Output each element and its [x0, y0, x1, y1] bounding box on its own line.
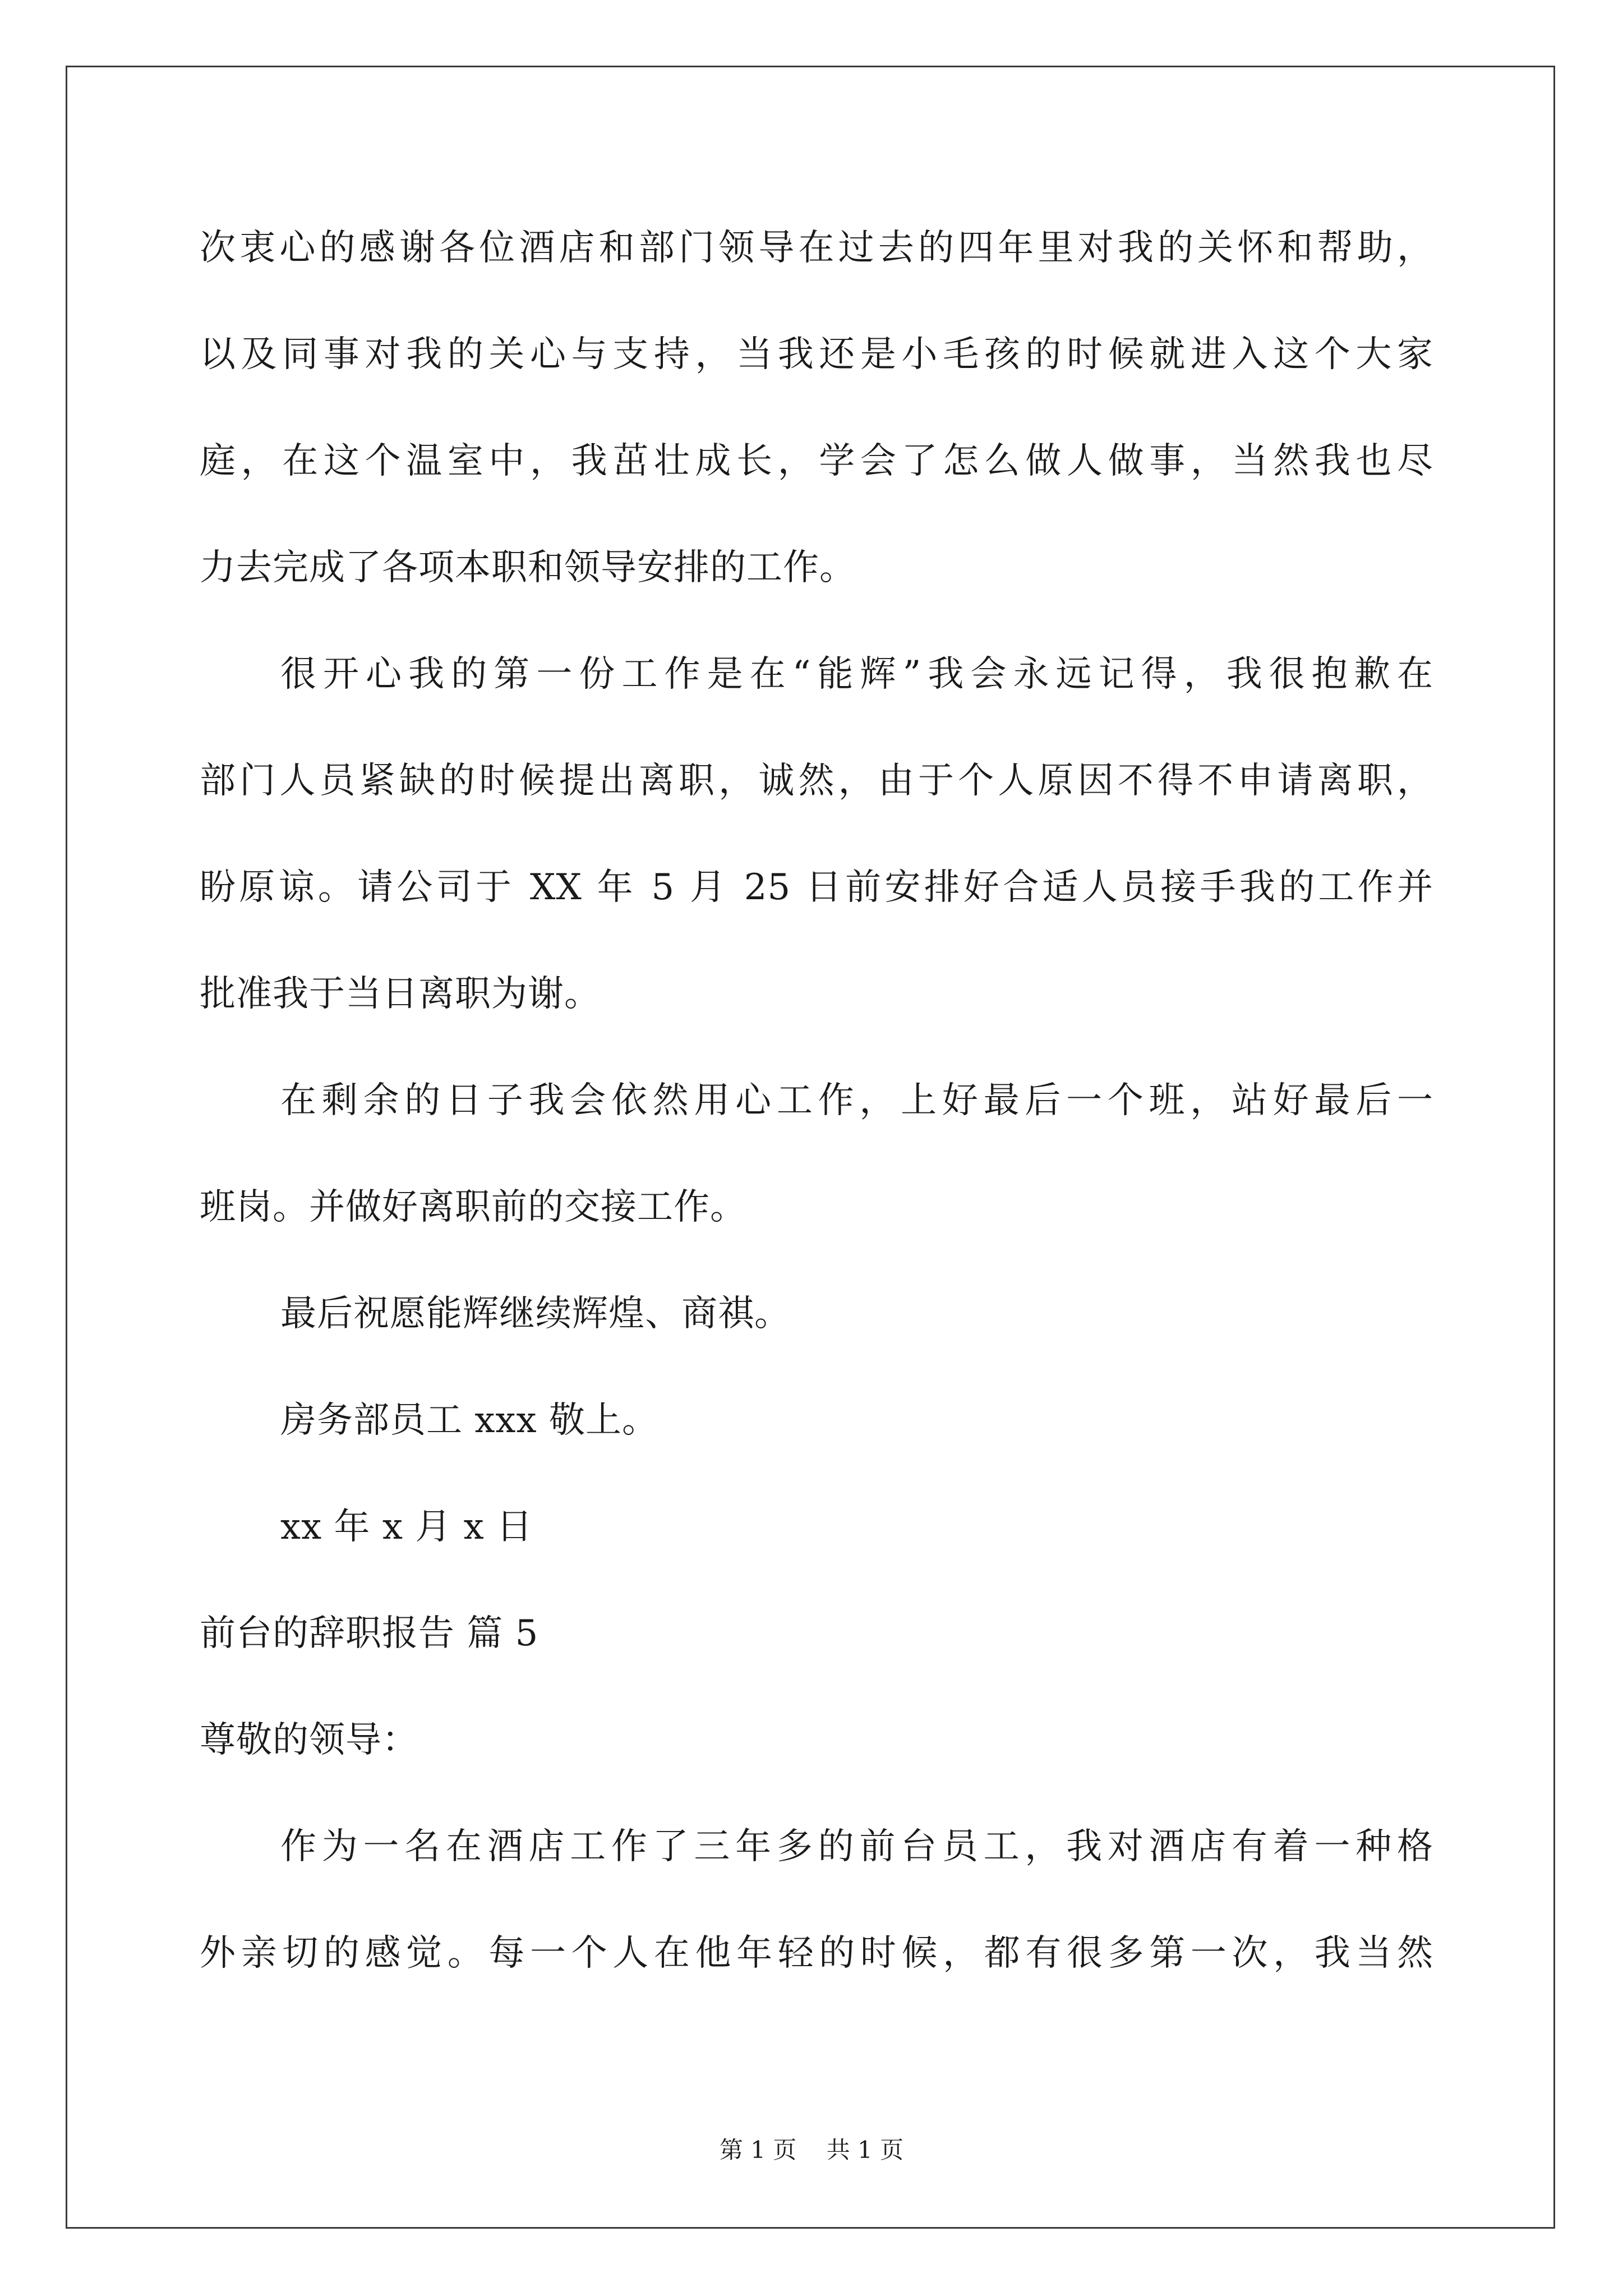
text-line: 庭，在这个温室中，我茁壮成长，学会了怎么做人做事，当然我也尽: [200, 440, 1433, 482]
section-heading: 前台的辞职报告 篇 5: [200, 1613, 539, 1654]
paragraph-first-line: 很开心我的第一份工作是在“能辉”我会永远记得，我很抱歉在: [280, 654, 1433, 695]
paragraph-first-line: 作为一名在酒店工作了三年多的前台员工，我对酒店有着一种格: [280, 1826, 1433, 1867]
text-line: 次衷心的感谢各位酒店和部门领导在过去的四年里对我的关怀和帮助，: [200, 227, 1433, 269]
text-line: 盼原谅。请公司于 XX 年 5 月 25 日前安排好合适人员接手我的工作并: [200, 867, 1433, 908]
text-line: 力去完成了各项本职和领导安排的工作。: [200, 547, 856, 588]
text-line: 批准我于当日离职为谢。: [200, 973, 601, 1015]
page-border: [66, 66, 1555, 2229]
text-line: 外亲切的感觉。每一个人在他年轻的时候，都有很多第一次，我当然: [200, 1932, 1433, 1974]
signature-line: 房务部员工 xxx 敬上。: [280, 1400, 658, 1441]
salutation: 尊敬的领导：: [200, 1719, 418, 1761]
date-line: xx 年 x 月 x 日: [280, 1506, 533, 1548]
text-line: 部门人员紧缺的时候提出离职，诚然，由于个人原因不得不申请离职，: [200, 760, 1433, 802]
text-line: 以及同事对我的关心与支持，当我还是小毛孩的时候就进入这个大家: [200, 334, 1433, 375]
text-line: 班岗。并做好离职前的交接工作。: [200, 1186, 746, 1228]
closing-wish: 最后祝愿能辉继续辉煌、商祺。: [280, 1293, 791, 1335]
paragraph-first-line: 在剩余的日子我会依然用心工作，上好最后一个班，站好最后一: [280, 1080, 1433, 1121]
page-footer: 第 1 页 共 1 页: [719, 2136, 904, 2164]
